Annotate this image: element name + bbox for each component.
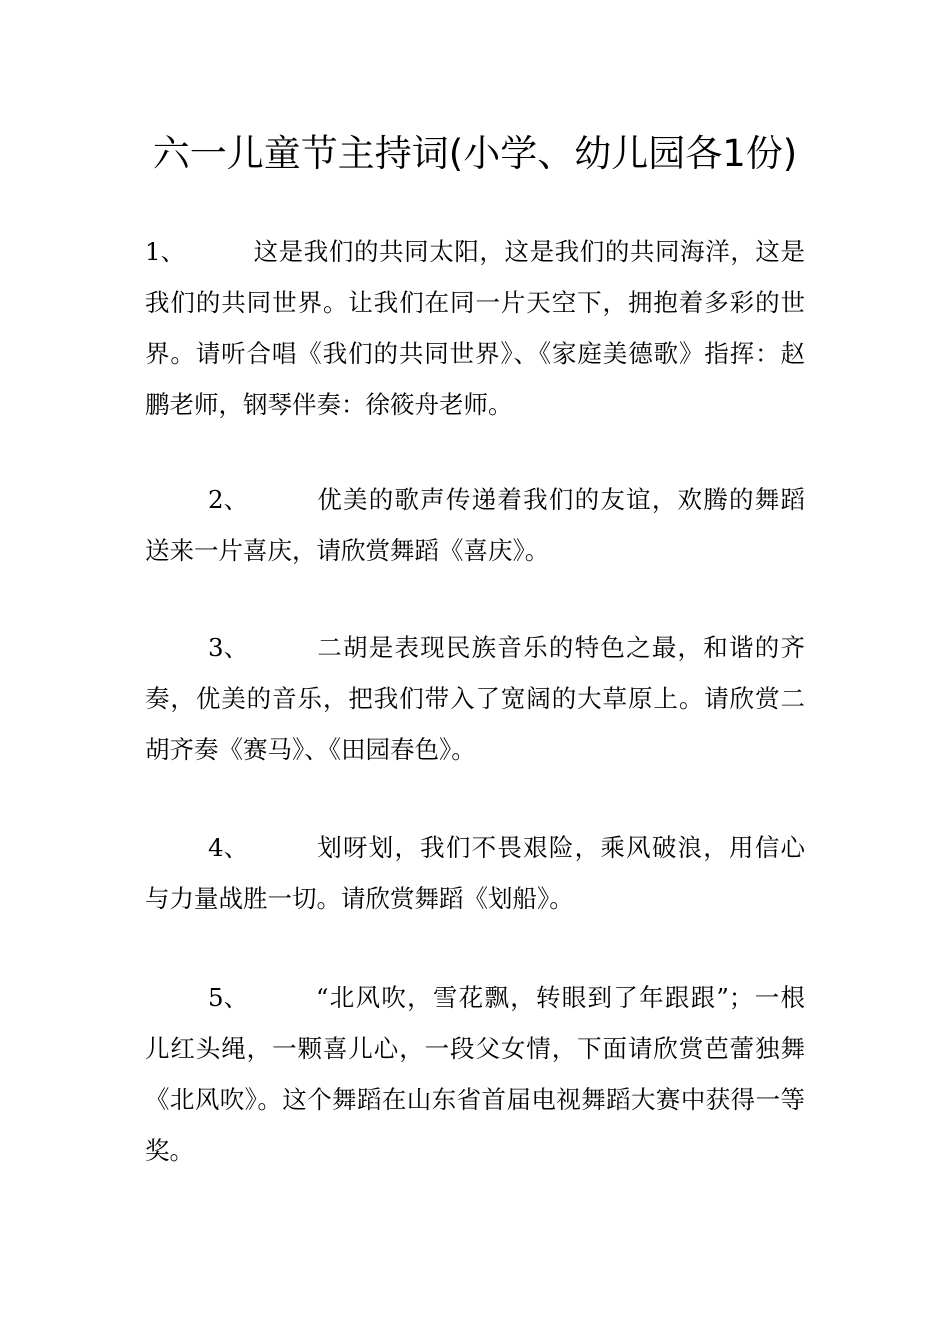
paragraph-1 — [145, 226, 805, 430]
paragraph-text: 划呀划，我们不畏艰险，乘风破浪，用信心与力量战胜一切。请欣赏舞蹈《划船》。 — [145, 833, 805, 913]
document-title: 六一儿童节主持词(小学、幼儿园各1份) — [152, 132, 798, 175]
paragraph-4 — [145, 822, 805, 924]
paragraph-number: 4、 — [208, 833, 249, 862]
paragraph-text: 二胡是表现民族音乐的特色之最，和谐的齐奏，优美的音乐，把我们带入了宽阔的大草原上。请欣赏二胡齐奏《赛马》、《田园春色》。 — [145, 633, 805, 764]
paragraph-text: 优美的歌声传递着我们的友谊，欢腾的舞蹈送来一片喜庆，请欣赏舞蹈《喜庆》。 — [145, 485, 805, 565]
paragraph-number: 5、 — [208, 983, 249, 1012]
paragraph-number: 3、 — [208, 633, 249, 662]
paragraph-text: “北风吹，雪花飘，转眼到了年跟跟”；一根儿红头绳，一颗喜儿心，一段父女情，下面请欣赏芭蕾独舞《北风吹》。这个舞蹈在山东省首届电视舞蹈大赛中获得一等奖。 — [145, 983, 805, 1165]
paragraph-5 — [145, 972, 805, 1176]
paragraph-number: 1、 — [145, 237, 186, 266]
paragraph-number: 2、 — [208, 485, 249, 514]
paragraph-3 — [145, 622, 805, 775]
paragraph-2 — [145, 474, 805, 576]
paragraph-text: 这是我们的共同太阳，这是我们的共同海洋，这是我们的共同世界。让我们在同一片天空下，拥抱着多彩的世界。请听合唱《我们的共同世界》、《家庭美德歌》指挥：赵鹏老师，钢琴伴奏：徐筱舟老师。 — [145, 237, 805, 419]
